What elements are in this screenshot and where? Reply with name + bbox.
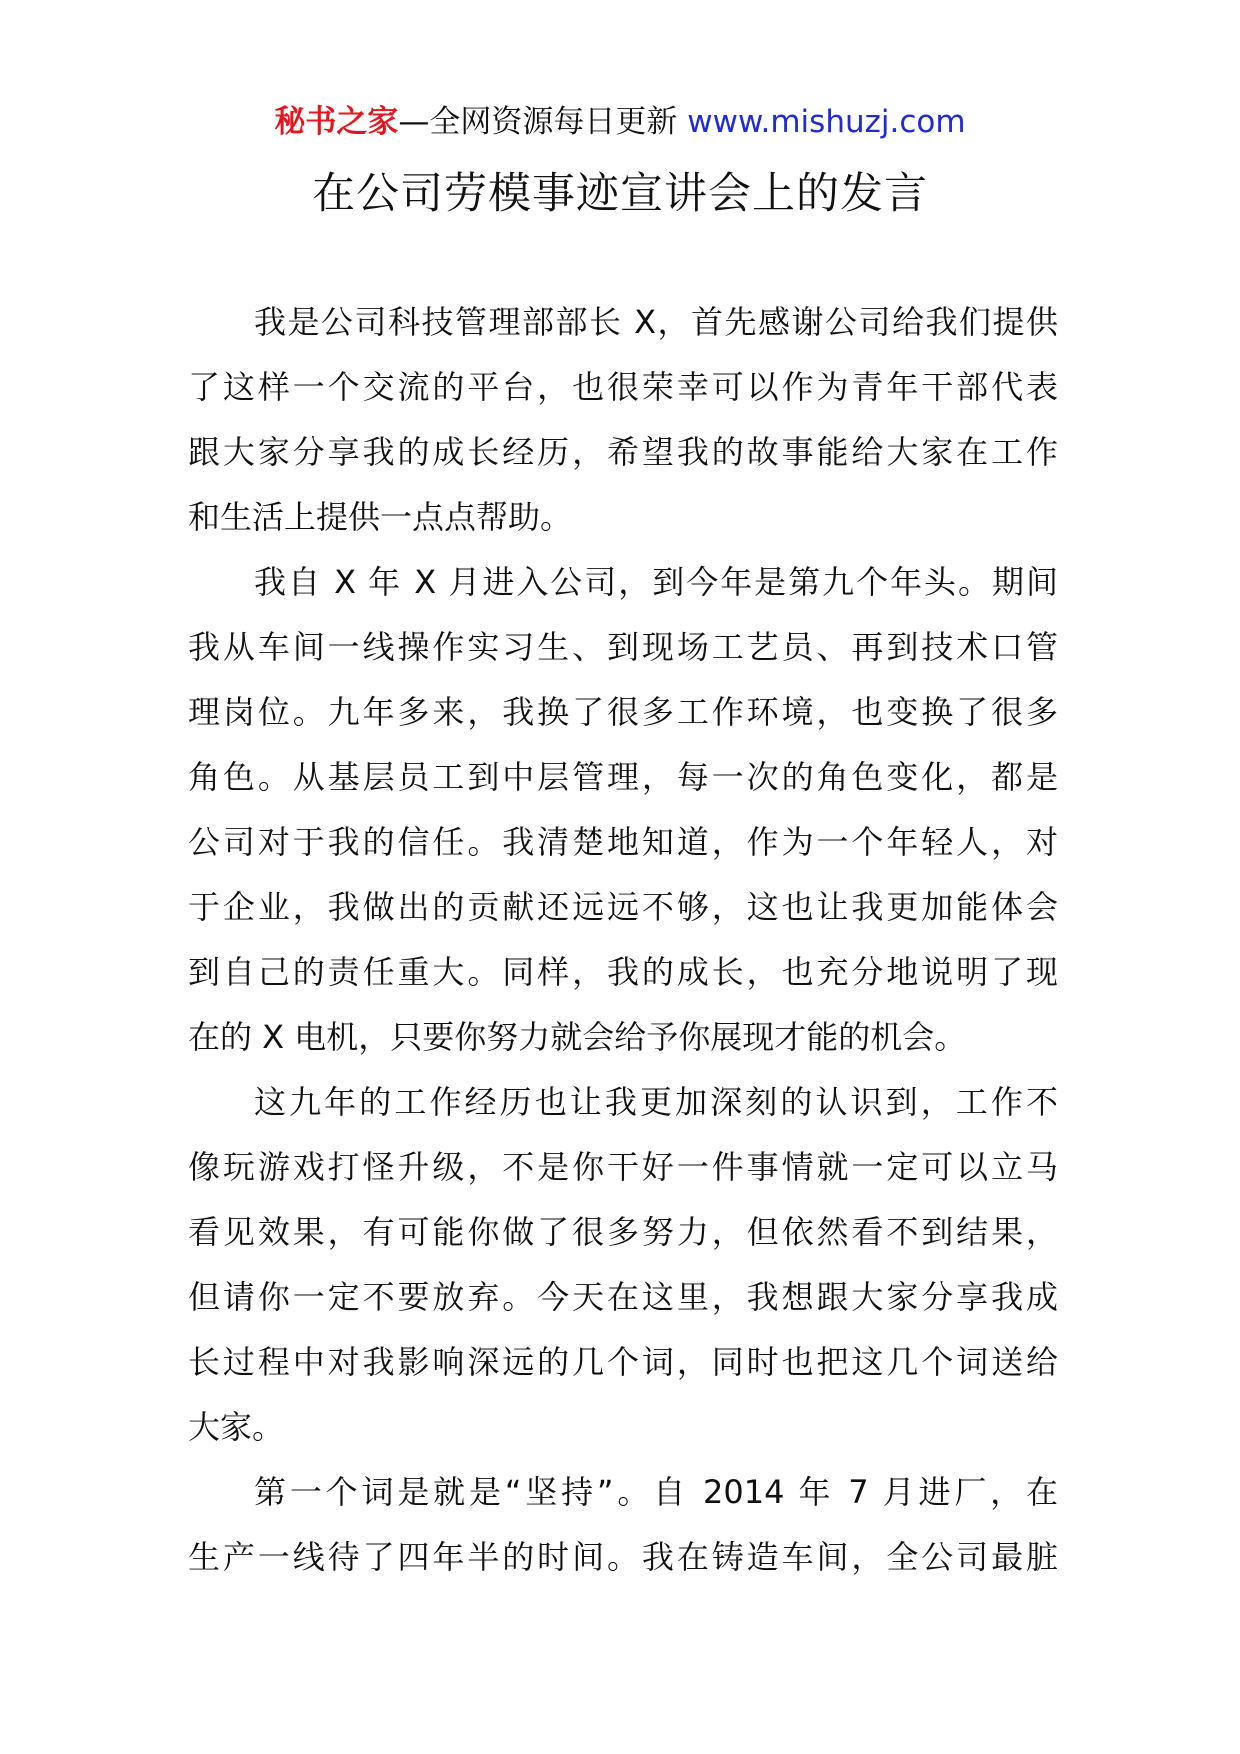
paragraph-line: 了这样一个交流的平台，也很荣幸可以作为青年干部代表 (188, 368, 1058, 406)
paragraph-line: 生产一线待了四年半的时间。我在铸造车间，全公司最脏 (188, 1538, 1058, 1576)
paragraph-line: 这九年的工作经历也让我更加深刻的认识到，工作不 (254, 1083, 1058, 1121)
paragraph-4 (188, 1460, 1058, 1590)
paragraph-line: 长过程中对我影响深远的几个词，同时也把这几个词送给 (188, 1343, 1058, 1381)
document-body (188, 290, 1058, 1590)
paragraph-3 (188, 1070, 1058, 1460)
paragraph-line: 我自 X 年 X 月进入公司，到今年是第九个年头。期间 (254, 563, 1058, 601)
paragraph-line: 于企业，我做出的贡献还远远不够，这也让我更加能体会 (188, 888, 1058, 926)
paragraph-line: 到自己的责任重大。同样，我的成长，也充分地说明了现 (188, 953, 1058, 991)
paragraph-line: 理岗位。九年多来，我换了很多工作环境，也变换了很多 (188, 693, 1058, 731)
paragraph-line: 看见效果，有可能你做了很多努力，但依然看不到结果， (188, 1213, 1058, 1251)
paragraph-line: 第一个词是就是“坚持”。自 2014 年 7 月进厂，在 (254, 1473, 1058, 1511)
site-header (0, 100, 1240, 144)
header-slogan: —全网资源每日更新 (398, 104, 678, 140)
paragraph-line: 我是公司科技管理部部长 X，首先感谢公司给我们提供 (254, 303, 1058, 341)
paragraph-line: 角色。从基层员工到中层管理，每一次的角色变化，都是 (188, 758, 1058, 796)
paragraph-line: 大家。 (188, 1408, 285, 1446)
paragraph-line: 跟大家分享我的成长经历，希望我的故事能给大家在工作 (188, 433, 1058, 471)
paragraph-2 (188, 550, 1058, 1070)
paragraph-line: 我从车间一线操作实习生、到现场工艺员、再到技术口管 (188, 628, 1058, 666)
paragraph-line: 和生活上提供一点点帮助。 (188, 498, 573, 536)
brand-name: 秘书之家 (274, 104, 399, 140)
site-url-link[interactable]: www.mishuzj.com (687, 104, 966, 140)
paragraph-line: 但请你一定不要放弃。今天在这里，我想跟大家分享我成 (188, 1278, 1058, 1316)
document-title: 在公司劳模事迹宣讲会上的发言 (312, 169, 928, 219)
paragraph-line: 像玩游戏打怪升级，不是你干好一件事情就一定可以立马 (188, 1148, 1058, 1186)
paragraph-1 (188, 290, 1058, 550)
paragraph-line: 公司对于我的信任。我清楚地知道，作为一个年轻人，对 (188, 823, 1058, 861)
paragraph-line: 在的 X 电机，只要你努力就会给予你展现才能的机会。 (188, 1018, 967, 1056)
